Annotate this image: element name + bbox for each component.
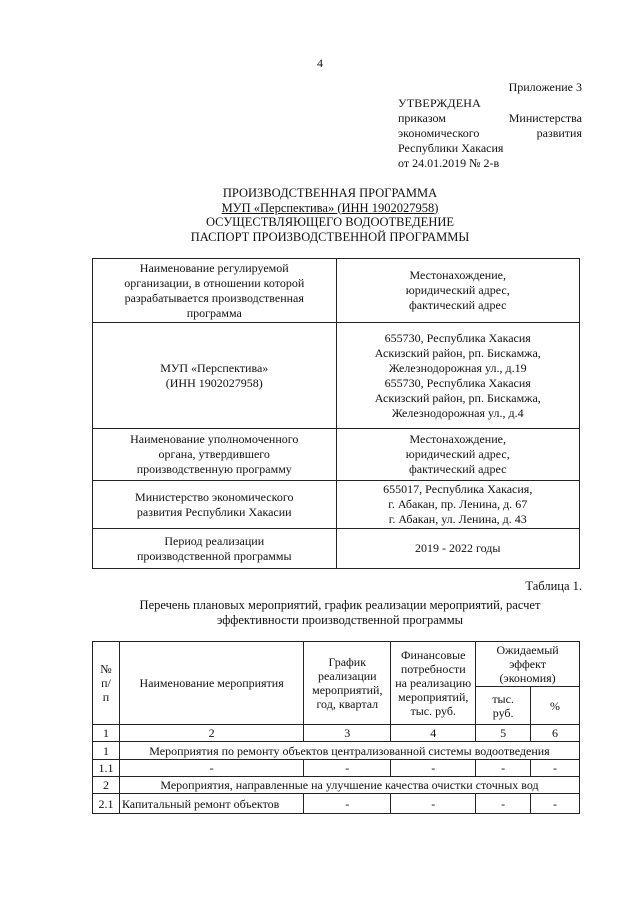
passport-table — [92, 258, 580, 569]
col-number: 5 — [476, 725, 531, 742]
header-effect: Ожидаемый эффект (экономия) — [476, 642, 580, 687]
cell: - — [304, 794, 391, 814]
section-title: Мероприятия по ремонту объектов централизованной системы водоотведения — [119, 742, 579, 760]
col-number: 2 — [119, 725, 303, 742]
cell: - — [304, 760, 391, 777]
cell: Капитальный ремонт объектов — [119, 794, 303, 814]
approval-heading: УТВЕРЖДЕНА — [398, 96, 482, 110]
passport-cell-left: Наименование регулируемой организации, в отношении которой разрабатывается производственная программа — [93, 259, 337, 323]
header-row — [93, 642, 580, 687]
page-number: 4 — [317, 56, 323, 70]
passport-cell-right: 655730, Республика Хакасия Аскизский район, рп. Бискамжа, Железнодорожная ул., д.19 655730, Республика Хакасия Аскизский район, рп. Бискамжа, Железнодорожная ул., д.4 — [336, 323, 580, 429]
title-passport: ПАСПОРТ ПРОИЗВОДСТВЕННОЙ ПРОГРАММЫ — [190, 229, 470, 244]
header-schedule: График реализации мероприятий, год, квартал — [304, 642, 391, 725]
header-num: № п/ п — [93, 642, 120, 725]
passport-cell-left: Период реализации производственной программы — [93, 529, 337, 569]
cell: - — [391, 794, 476, 814]
measures-table — [92, 641, 580, 814]
cell: - — [476, 794, 531, 814]
passport-row — [93, 259, 580, 323]
title-activity: ОСУЩЕСТВЛЯЮЩЕГО ВОДООТВЕДЕНИЕ — [205, 215, 455, 229]
passport-row — [93, 429, 580, 481]
passport-row — [93, 529, 580, 569]
passport-cell-right: Местонахождение, юридический адрес, фактический адрес — [336, 429, 580, 481]
approval-line-1: приказом Министерства — [398, 111, 582, 125]
cell: - — [119, 760, 303, 777]
passport-row — [93, 323, 580, 429]
passport-cell-left: Наименование уполномоченного органа, утвердившего производственную программу — [93, 429, 337, 481]
passport-row — [93, 481, 580, 529]
document-titles — [0, 186, 640, 244]
column-number-row — [93, 725, 580, 742]
section-row — [93, 777, 580, 794]
cell: - — [531, 794, 580, 814]
table-row — [93, 794, 580, 814]
cell: - — [391, 760, 476, 777]
col-number: 4 — [391, 725, 476, 742]
col-number: 1 — [93, 725, 120, 742]
appendix-label: Приложение 3 — [508, 80, 582, 94]
passport-cell-left: Министерство экономического развития Республики Хакасии — [93, 481, 337, 529]
section-num: 1 — [93, 742, 120, 760]
table-row — [93, 760, 580, 777]
row-num: 2.1 — [93, 794, 120, 814]
passport-cell-right: Местонахождение, юридический адрес, фактический адрес — [336, 259, 580, 323]
approval-line-3: Республики Хакасия — [398, 141, 504, 155]
approval-line-2: экономического развития — [398, 126, 582, 140]
table-caption: Перечень плановых мероприятий, график реализации мероприятий, расчет эффективности производственной программы — [139, 598, 541, 627]
passport-cell-right: 655017, Республика Хакасия, г. Абакан, пр. Ленина, д. 67 г. Абакан, ул. Ленина, д. 43 — [336, 481, 580, 529]
title-organization: МУП «Перспектива» (ИНН 1902027958) — [221, 200, 439, 215]
header-effect-rub: тыс. руб. — [476, 687, 531, 725]
col-number: 3 — [304, 725, 391, 742]
section-row — [93, 742, 580, 760]
passport-cell-left: МУП «Перспектива» (ИНН 1902027958) — [93, 323, 337, 429]
row-num: 1.1 — [93, 760, 120, 777]
cell: - — [531, 760, 580, 777]
header-name: Наименование мероприятия — [119, 642, 303, 725]
approval-block — [398, 96, 582, 171]
section-num: 2 — [93, 777, 120, 794]
section-title: Мероприятия, направленные на улучшение качества очистки сточных вод — [119, 777, 579, 794]
header-finance: Финансовые потребности на реализацию мероприятий, тыс. руб. — [391, 642, 476, 725]
title-program: ПРОИЗВОДСТВЕННАЯ ПРОГРАММА — [222, 186, 438, 200]
passport-cell-right: 2019 - 2022 годы — [336, 529, 580, 569]
header-effect-pct: % — [531, 687, 580, 725]
table-number: Таблица 1. — [525, 579, 582, 593]
col-number: 6 — [531, 725, 580, 742]
cell: - — [476, 760, 531, 777]
approval-line-4: от 24.01.2019 № 2-в — [398, 156, 500, 170]
